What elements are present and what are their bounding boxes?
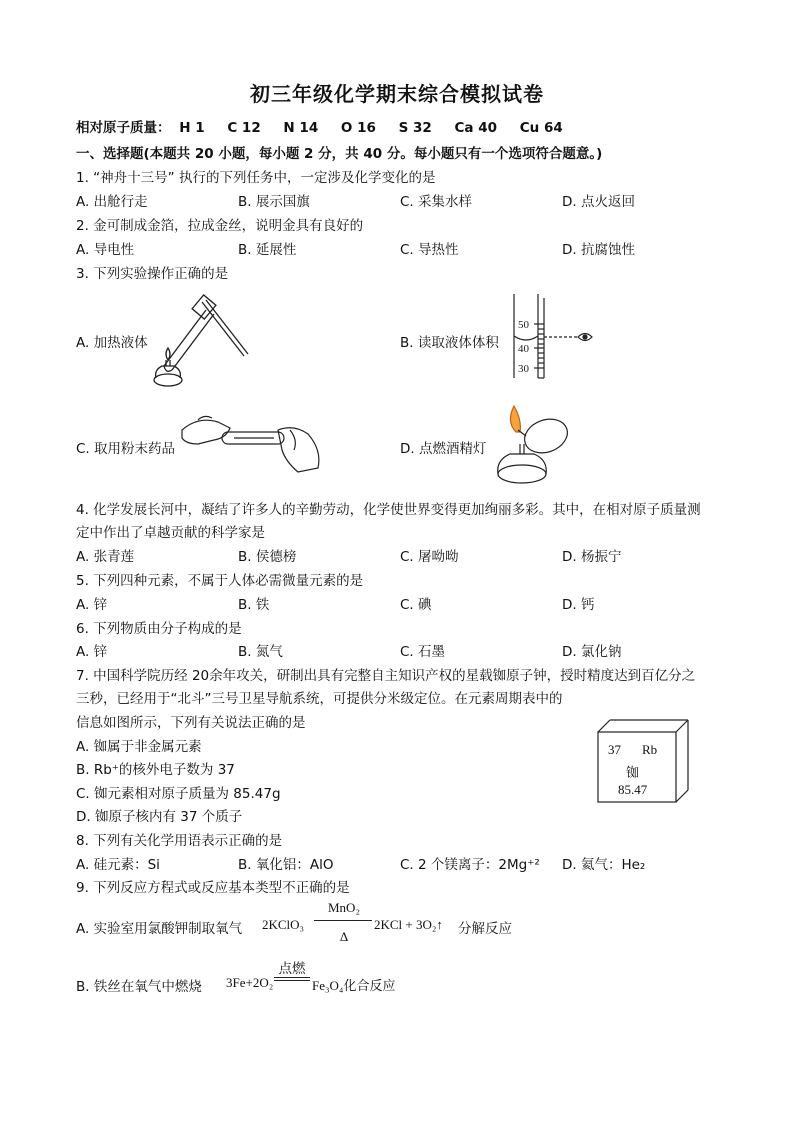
element-name: 铷 (626, 766, 640, 781)
question-7-stem-line1: 7. 中国科学院历经 20余年攻关，研制出具有完整自主知识产权的星载铷原子钟，授时精度达到百亿分之 (76, 668, 696, 684)
atomic-mass-line (76, 116, 581, 136)
q9-b-reactant: 3Fe+2O₂ (226, 975, 274, 990)
q1-option-a: A. 出舱行走 (76, 194, 148, 210)
q5-option-a: A. 锌 (76, 597, 108, 613)
atomic-mass-item: Ca 40 (454, 120, 498, 136)
element-mass: 85.47 (618, 782, 648, 797)
q8-option-b: B. 氧化铝：AlO (238, 857, 334, 873)
page-title: 初三年级化学期末综合模拟试卷 (250, 82, 544, 106)
q9-a-heat-sign: Δ (339, 929, 349, 944)
q2-option-c: C. 导热性 (400, 242, 459, 258)
q6-option-c: C. 石墨 (400, 644, 446, 660)
q6-option-d: D. 氯化钠 (562, 644, 622, 660)
question-5-stem: 5. 下列四种元素，不属于人体必需微量元素的是 (76, 573, 364, 589)
q7-option-d: D. 铷原子核内有 37 个质子 (76, 809, 243, 825)
q4-option-c: C. 屠呦呦 (400, 549, 459, 565)
question-4-stem-line2: 定中作出了卓越贡献的科学家是 (76, 525, 265, 541)
q9-b-product: Fe₃O₄化合反应 (312, 978, 396, 993)
q9-b-reaction-line (274, 977, 310, 981)
element-number: 37 (608, 742, 621, 757)
atomic-mass-item: Cu 64 (519, 120, 563, 136)
q5-option-c: C. 碘 (400, 597, 432, 613)
atomic-mass-item: S 32 (398, 120, 432, 136)
question-3-stem: 3. 下列实验操作正确的是 (76, 266, 229, 282)
q8-option-a: A. 硅元素：Si (76, 857, 160, 873)
section-header: 一、选择题(本题共 20 小题，每小题 2 分，共 40 分。每小题只有一个选项符合题意。) (76, 146, 603, 162)
q8-option-c: C. 2 个镁离子：2Mg⁺² (400, 857, 540, 873)
q2-option-b: B. 延展性 (238, 242, 297, 258)
q2-option-a: A. 导电性 (76, 242, 135, 258)
heating-liquid-figure (144, 290, 250, 388)
atomic-mass-item: C 12 (227, 120, 261, 136)
q3-option-c: C. 取用粉末药品 (76, 441, 176, 457)
q4-option-d: D. 杨振宁 (562, 549, 622, 565)
question-2-stem: 2. 金可制成金箔，拉成金丝，说明金具有良好的 (76, 218, 364, 234)
atomic-mass-item: N 14 (283, 120, 319, 136)
q4-option-b: B. 侯德榜 (238, 549, 297, 565)
question-4-stem-line1: 4. 化学发展长河中，凝结了许多人的辛勤劳动，化学使世界变得更加绚丽多彩。其中，在相对原子质量测 (76, 502, 701, 518)
question-7-stem-line3: 信息如图所示，下列有关说法正确的是 (76, 715, 306, 731)
q7-option-b: B. Rb⁺的核外电子数为 37 (76, 762, 235, 778)
question-9-stem: 9. 下列反应方程式或反应基本类型不正确的是 (76, 880, 350, 896)
graduated-cylinder-figure (508, 292, 600, 380)
cylinder-mark-40: 40 (518, 343, 529, 355)
atomic-mass-label: 相对原子质量： (76, 120, 171, 136)
cylinder-mark-50: 50 (518, 319, 529, 331)
q6-option-a: A. 锌 (76, 644, 108, 660)
lighting-lamp-figure (486, 402, 576, 486)
q2-option-d: D. 抗腐蚀性 (562, 242, 635, 258)
powder-handling-figure (178, 410, 326, 478)
q9-option-b-label: B. 铁丝在氧气中燃烧 (76, 979, 202, 995)
q1-option-d: D. 点火返回 (562, 194, 635, 210)
q4-option-a: A. 张青莲 (76, 549, 135, 565)
atomic-mass-item: O 16 (340, 120, 376, 136)
q5-option-d: D. 钙 (562, 597, 595, 613)
q6-option-b: B. 氮气 (238, 644, 283, 660)
q9-a-reaction-line (314, 920, 372, 921)
question-6-stem: 6. 下列物质由分子构成的是 (76, 621, 242, 637)
q9-a-reaction-type: 分解反应 (458, 921, 512, 937)
q1-option-b: B. 展示国旗 (238, 194, 310, 210)
q5-option-b: B. 铁 (238, 597, 270, 613)
question-7-stem-line2: 三秒，已经用于“北斗”三号卫星导航系统，可提供分米级定位。在元素周期表中的 (76, 691, 563, 707)
element-symbol: Rb (642, 742, 658, 757)
q3-option-a: A. 加热液体 (76, 335, 148, 351)
atomic-mass-item: H 1 (179, 120, 205, 136)
q9-a-reactant: 2KClO₃ (262, 917, 305, 932)
q7-option-a: A. 铷属于非金属元素 (76, 739, 202, 755)
q7-option-c: C. 铷元素相对原子质量为 85.47g (76, 786, 281, 802)
q8-option-d: D. 氦气：He₂ (562, 857, 646, 873)
cylinder-mark-30: 30 (518, 363, 529, 375)
q9-a-catalyst: MnO₂ (328, 900, 360, 915)
q9-b-condition: 点燃 (278, 961, 306, 977)
q3-option-b: B. 读取液体体积 (400, 335, 499, 351)
question-1-stem: 1. “神舟十三号” 执行的下列任务中，一定涉及化学变化的是 (76, 170, 436, 186)
question-8-stem: 8. 下列有关化学用语表示正确的是 (76, 833, 283, 849)
q1-option-c: C. 采集水样 (400, 194, 473, 210)
q3-option-d: D. 点燃酒精灯 (400, 441, 487, 457)
q9-option-a-label: A. 实验室用氯酸钾制取氧气 (76, 921, 243, 937)
q9-a-product: 2KCl + 3O₂↑ (374, 917, 443, 932)
